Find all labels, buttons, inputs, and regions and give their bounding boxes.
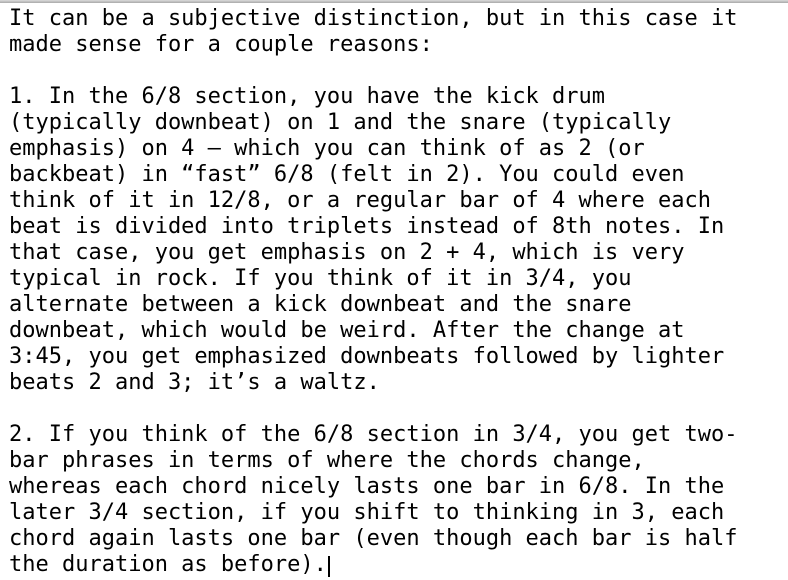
text-line: emphasis) on 4 — which you can think of as 2 (or [9,136,645,161]
text-line: It can be a subjective distinction, but in this case it [9,6,738,31]
text-line: alternate between a kick downbeat and the snare [9,292,632,317]
text-line: later 3/4 section, if you shift to thinking in 3, each [9,500,725,525]
text-line: 1. In the 6/8 section, you have the kick drum [9,84,606,109]
text-line: made sense for a couple reasons: [9,32,433,57]
text-line: whereas each chord nicely lasts one bar in 6/8. In the [9,474,725,499]
text-line: that case, you get emphasis on 2 + 4, which is very [9,240,685,265]
text-caret [328,556,330,577]
text-line: beat is divided into triplets instead of 8th notes. In [9,214,725,239]
text-line: chord again lasts one bar (even though each bar is half [9,526,738,551]
text-line: (typically downbeat) on 1 and the snare (typically [9,110,672,135]
text-line: the duration as before). [9,552,788,578]
text-line: 3:45, you get emphasized downbeats followed by lighter [9,344,725,369]
text-line: downbeat, which would be weird. After the change at [9,318,685,343]
text-line [9,58,788,84]
text-line [9,396,788,422]
text-line: 2. If you think of the 6/8 section in 3/4, you get two- [9,422,738,447]
text-line: beats 2 and 3; it’s a waltz. [9,370,380,395]
text-line: bar phrases in terms of where the chords change, [9,448,645,473]
text-editor[interactable] [0,3,788,578]
text-line: typical in rock. If you think of it in 3/4, you [9,266,632,291]
text-line: backbeat) in “fast” 6/8 (felt in 2). You could even [9,162,685,187]
text-line: think of it in 12/8, or a regular bar of 4 where each [9,188,711,213]
